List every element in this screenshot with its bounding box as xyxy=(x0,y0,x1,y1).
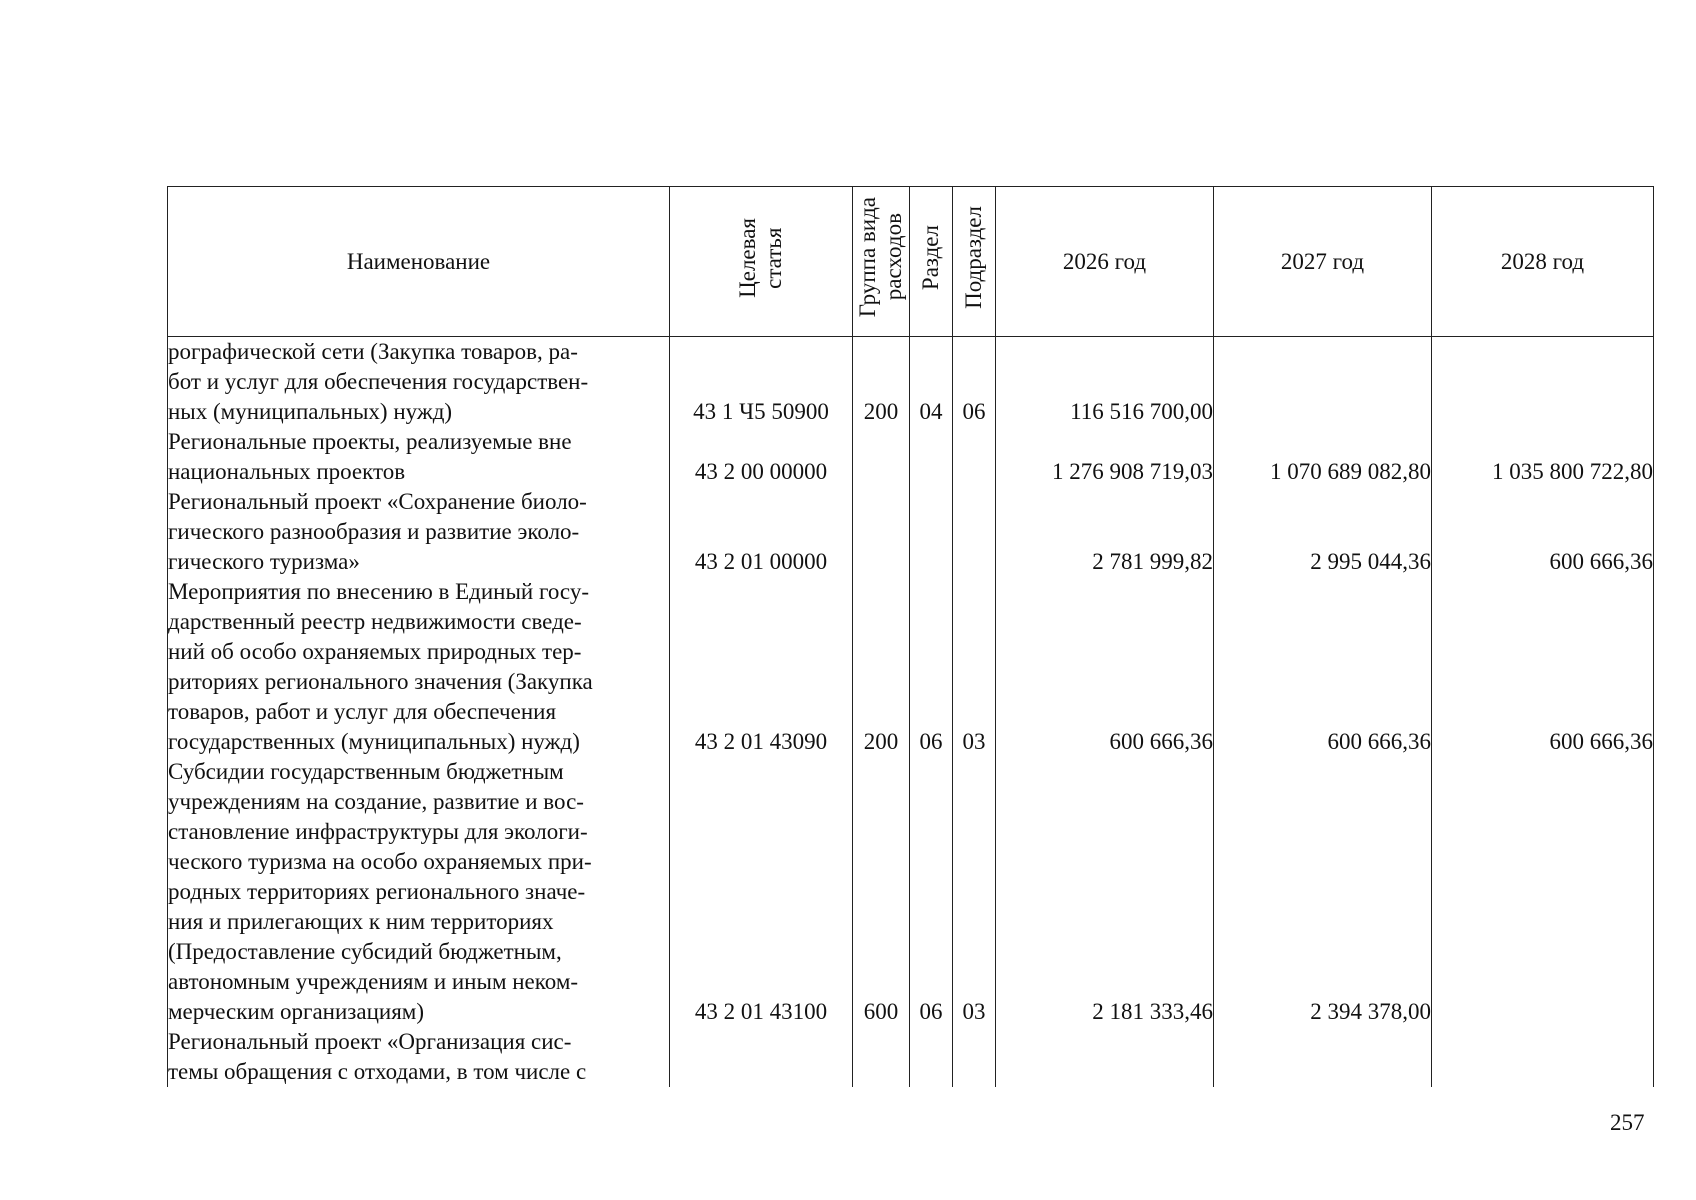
row-name-line: Субсидии государственным бюджетным xyxy=(168,759,564,784)
page-number: 257 xyxy=(1610,1110,1645,1135)
row-expense-group: 200 xyxy=(853,337,910,428)
row-name-line: учреждениям на создание, развитие и вос- xyxy=(168,789,584,814)
row-subsection: 03 xyxy=(953,757,996,1027)
row-name-line: Региональный проект «Сохранение биоло- xyxy=(168,489,587,514)
row-subsection: 03 xyxy=(953,577,996,757)
header-year-2026: 2026 год xyxy=(996,187,1214,337)
row-name-line: товаров, работ и услуг для обеспечения xyxy=(168,699,557,724)
table-row xyxy=(168,757,1654,1027)
row-section xyxy=(910,487,953,577)
row-amount-2028 xyxy=(1432,757,1654,1027)
header-row xyxy=(168,187,1654,337)
row-expense-group: 200 xyxy=(853,577,910,757)
row-name-line: дарственный реестр недвижимости сведе- xyxy=(168,609,582,634)
table-row xyxy=(168,577,1654,757)
row-name xyxy=(168,427,670,487)
row-amount-2027: 2 995 044,36 xyxy=(1214,487,1432,577)
row-target-article xyxy=(670,1027,853,1087)
row-amount-2026: 600 666,36 xyxy=(996,577,1214,757)
row-name-line: ных (муниципальных) нужд) xyxy=(168,399,453,424)
row-name-line: мерческим организациям) xyxy=(168,999,424,1024)
row-amount-2028: 1 035 800 722,80 xyxy=(1432,427,1654,487)
row-subsection xyxy=(953,1027,996,1087)
row-name-line: ния и прилегающих к ним территориях xyxy=(168,909,554,934)
row-name-line: гического туризма» xyxy=(168,549,360,574)
table-row xyxy=(168,487,1654,577)
row-expense-group xyxy=(853,1027,910,1087)
row-subsection xyxy=(953,427,996,487)
row-subsection xyxy=(953,487,996,577)
row-amount-2028 xyxy=(1432,337,1654,428)
row-name-line: Мероприятия по внесению в Единый госу- xyxy=(168,579,589,604)
row-section: 06 xyxy=(910,757,953,1027)
row-name-line: родных территориях регионального значе- xyxy=(168,879,586,904)
header-year-2028: 2028 год xyxy=(1432,187,1654,337)
row-amount-2027: 1 070 689 082,80 xyxy=(1214,427,1432,487)
row-target-article: 43 2 01 00000 xyxy=(670,487,853,577)
row-name-line: Региональные проекты, реализуемые вне xyxy=(168,429,572,454)
row-expense-group xyxy=(853,487,910,577)
row-name-line: государственных (муниципальных) нужд) xyxy=(168,729,580,754)
row-name xyxy=(168,757,670,1027)
row-section xyxy=(910,427,953,487)
header-target-article: Целевая статья xyxy=(670,187,853,337)
row-name-line: рографической сети (Закупка товаров, ра- xyxy=(168,339,578,364)
row-name-line: ний об особо охраняемых природных тер- xyxy=(168,639,582,664)
row-amount-2027: 2 394 378,00 xyxy=(1214,757,1432,1027)
row-name-line: автономным учреждениям и иным неком- xyxy=(168,969,579,994)
row-target-article: 43 2 00 00000 xyxy=(670,427,853,487)
row-name-line: гического разнообразия и развитие эколо- xyxy=(168,519,580,544)
row-name-line: бот и услуг для обеспечения государствен- xyxy=(168,369,589,394)
header-section: Раздел xyxy=(910,187,953,337)
budget-table xyxy=(167,186,1654,1087)
row-name xyxy=(168,1027,670,1087)
row-target-article: 43 1 Ч5 50900 xyxy=(670,337,853,428)
row-amount-2026 xyxy=(996,1027,1214,1087)
row-amount-2027: 600 666,36 xyxy=(1214,577,1432,757)
row-amount-2027 xyxy=(1214,337,1432,428)
header-name: Наименование xyxy=(168,187,670,337)
row-name-line: ческого туризма на особо охраняемых при- xyxy=(168,849,592,874)
row-subsection: 06 xyxy=(953,337,996,428)
row-amount-2026: 1 276 908 719,03 xyxy=(996,427,1214,487)
row-section xyxy=(910,1027,953,1087)
row-name-line: национальных проектов xyxy=(168,459,406,484)
row-expense-group xyxy=(853,427,910,487)
row-name-line: риториях регионального значения (Закупка xyxy=(168,669,593,694)
table-row xyxy=(168,1027,1654,1087)
table-row xyxy=(168,337,1654,428)
table-row xyxy=(168,427,1654,487)
header-year-2027: 2027 год xyxy=(1214,187,1432,337)
row-amount-2028: 600 666,36 xyxy=(1432,577,1654,757)
row-amount-2028: 600 666,36 xyxy=(1432,487,1654,577)
row-expense-group: 600 xyxy=(853,757,910,1027)
row-name-line: Региональный проект «Организация сис- xyxy=(168,1029,572,1054)
row-amount-2026: 2 781 999,82 xyxy=(996,487,1214,577)
header-expense-group: Группа вида расходов xyxy=(853,187,910,337)
row-name xyxy=(168,337,670,428)
row-section: 06 xyxy=(910,577,953,757)
header-subsection: Подраздел xyxy=(953,187,996,337)
row-name-line: становление инфраструктуры для экологи- xyxy=(168,819,588,844)
row-target-article: 43 2 01 43100 xyxy=(670,757,853,1027)
row-name xyxy=(168,487,670,577)
row-name-line: темы обращения с отходами, в том числе с xyxy=(168,1059,587,1084)
row-amount-2028 xyxy=(1432,1027,1654,1087)
row-name-line: (Предоставление субсидий бюджетным, xyxy=(168,939,562,964)
row-amount-2026: 2 181 333,46 xyxy=(996,757,1214,1027)
row-target-article: 43 2 01 43090 xyxy=(670,577,853,757)
row-amount-2026: 116 516 700,00 xyxy=(996,337,1214,428)
row-name xyxy=(168,577,670,757)
row-section: 04 xyxy=(910,337,953,428)
row-amount-2027 xyxy=(1214,1027,1432,1087)
